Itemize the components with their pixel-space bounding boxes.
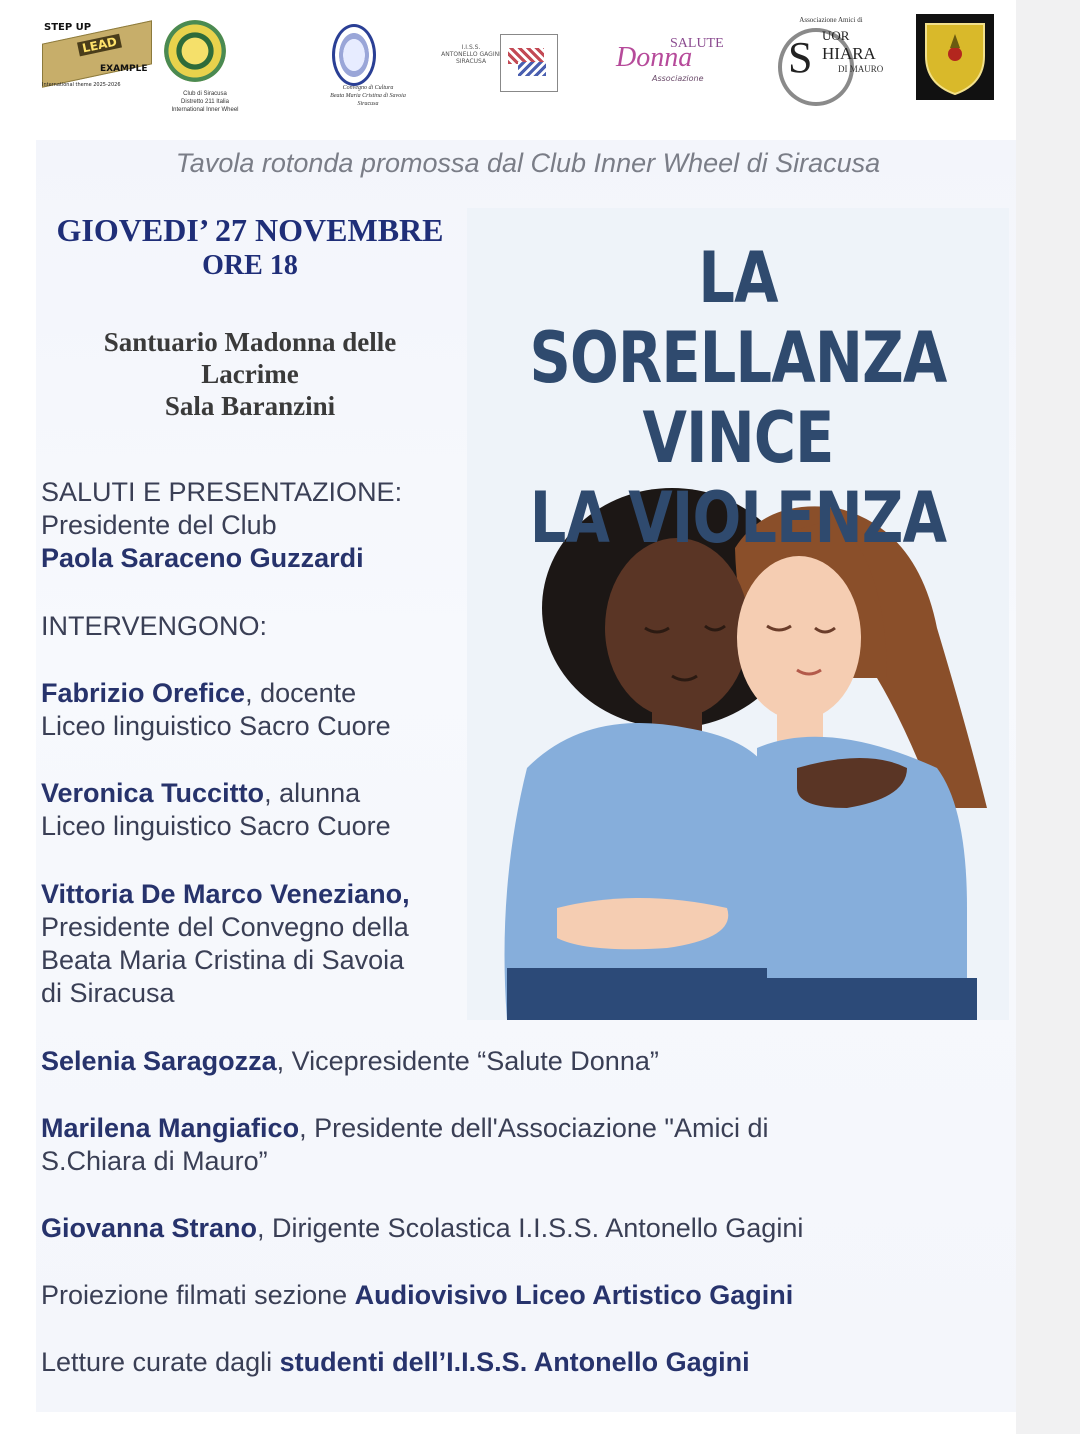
speaker-role: di Siracusa bbox=[41, 978, 175, 1008]
speaker-name: Veronica Tuccitto bbox=[41, 778, 265, 808]
speaker-item bbox=[41, 1212, 803, 1245]
event-date: GIOVEDI’ 27 NOVEMBRE bbox=[56, 212, 444, 248]
hero-title-line: LA SORELLANZA bbox=[529, 237, 947, 399]
speaker-role: , Vicepresidente “Salute Donna” bbox=[276, 1046, 659, 1076]
speaker-item bbox=[41, 1045, 659, 1078]
screen-edge bbox=[1016, 0, 1080, 1434]
logo-text: SALUTE bbox=[670, 36, 724, 51]
saluti-block bbox=[41, 476, 402, 575]
event-venue bbox=[40, 326, 460, 422]
speaker-item bbox=[41, 878, 410, 1010]
subtitle: Tavola rotonda promossa dal Club Inner Wheel di Siracusa bbox=[175, 148, 881, 178]
logo-caption: Club di Siracusa Distretto 211 Italia International Inner Wheel bbox=[171, 91, 239, 113]
speaker-name: Fabrizio Orefice bbox=[41, 678, 246, 708]
note-emphasis: studenti dell’I.I.S.S. Antonello Gagini bbox=[279, 1347, 750, 1377]
hero-title-line: LA VIOLENZA bbox=[529, 477, 947, 559]
hero-title-line: VINCE bbox=[642, 397, 834, 479]
speaker-role: , Dirigente Scolastica I.I.S.S. Antonello Gagini bbox=[257, 1213, 804, 1243]
event-time: ORE 18 bbox=[202, 250, 298, 281]
speaker-name: Paola Saraceno Guzzardi bbox=[41, 543, 364, 573]
intervengono-heading-block bbox=[41, 610, 267, 643]
logo-text: Associazione bbox=[652, 74, 704, 83]
section-heading: INTERVENGONO: bbox=[41, 611, 268, 641]
logo-text: STEP UP bbox=[44, 22, 92, 33]
speaker-name: Marilena Mangiafico bbox=[41, 1113, 300, 1143]
venue-line: Sala Baranzini bbox=[164, 391, 336, 421]
logo-mark bbox=[518, 62, 546, 76]
speaker-role: Beata Maria Cristina di Savoia bbox=[41, 945, 405, 975]
shield-logo bbox=[916, 14, 994, 100]
speaker-role: , Presidente dell'Associazione "Amici di bbox=[299, 1113, 769, 1143]
venue-line: Santuario Madonna delle bbox=[103, 327, 397, 357]
speaker-org: Liceo linguistico Sacro Cuore bbox=[41, 811, 391, 841]
speaker-item bbox=[41, 677, 391, 743]
hero-title bbox=[516, 238, 960, 558]
logo-text: DI MAURO bbox=[838, 64, 884, 74]
speaker-role: , docente bbox=[245, 678, 357, 708]
venue-line: Lacrime bbox=[201, 359, 299, 389]
note-emphasis: Audiovisivo Liceo Artistico Gagini bbox=[354, 1280, 794, 1310]
logo-text: Associazione Amici di bbox=[799, 16, 863, 24]
step-up-lead-logo bbox=[42, 20, 152, 96]
speaker-role: S.Chiara di Mauro” bbox=[41, 1146, 268, 1176]
section-heading: SALUTI E PRESENTAZIONE: bbox=[41, 477, 403, 507]
hero-illustration bbox=[467, 208, 1009, 1020]
shield-icon bbox=[916, 14, 994, 100]
convegno-logo bbox=[302, 24, 432, 124]
speaker-role: Presidente del Club bbox=[41, 510, 277, 540]
speaker-role: , alunna bbox=[264, 778, 361, 808]
logo-text: LEAD bbox=[77, 34, 122, 57]
inner-wheel-logo bbox=[140, 18, 270, 128]
logo-text: S bbox=[788, 33, 813, 82]
note-text: Letture curate dagli bbox=[41, 1347, 280, 1377]
iiss-logo bbox=[438, 34, 562, 94]
logo-text: EXAMPLE bbox=[100, 64, 148, 74]
speaker-role: Presidente del Convegno della bbox=[41, 912, 409, 942]
logo-text: International theme 2025-2026 bbox=[42, 82, 121, 88]
speaker-name: Giovanna Strano bbox=[41, 1213, 258, 1243]
speaker-item bbox=[41, 777, 391, 843]
logo-caption: Convegno di Cultura Beata Maria Cristina di Savoia Siracusa bbox=[330, 85, 406, 107]
logo-text: HIARA bbox=[822, 44, 876, 63]
salute-donna-logo bbox=[602, 28, 752, 88]
readings-note bbox=[41, 1346, 750, 1379]
wheel-icon bbox=[164, 20, 226, 82]
suor-chiara-logo bbox=[760, 16, 902, 106]
speaker-name: Selenia Saragozza bbox=[41, 1046, 277, 1076]
note-text: Proiezione filmati sezione bbox=[41, 1280, 355, 1310]
speaker-item bbox=[41, 1112, 769, 1178]
speaker-org: Liceo linguistico Sacro Cuore bbox=[41, 711, 391, 741]
projection-note bbox=[41, 1279, 793, 1312]
poster bbox=[20, 0, 1016, 1434]
logo-caption: I.I.S.S. ANTONELLO GAGINI SIRACUSA bbox=[441, 44, 501, 65]
logo-text: UOR bbox=[822, 28, 850, 43]
logo-strip bbox=[20, 0, 1016, 140]
portrait-medallion-icon bbox=[332, 24, 376, 86]
logo-text: Donna bbox=[616, 42, 693, 73]
speaker-name: Vittoria De Marco Veneziano, bbox=[41, 879, 410, 909]
